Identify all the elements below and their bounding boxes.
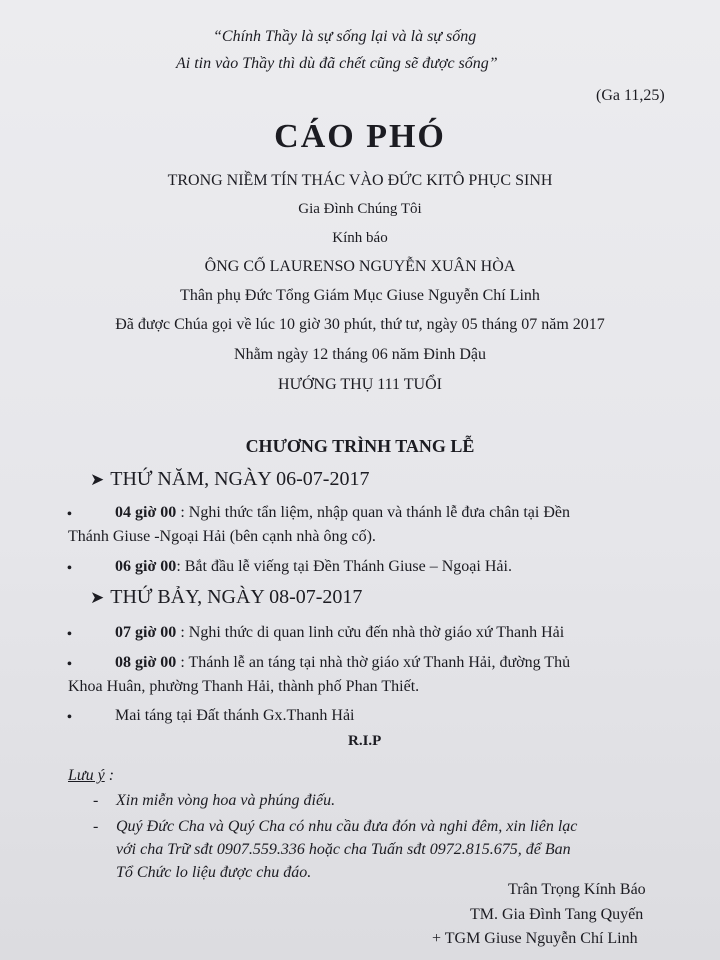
quote-line-1: “Chính Thầy là sự sống lại và là sự sống [213, 28, 477, 45]
rip-text: R.I.P [348, 733, 382, 749]
dash-bullet-icon: - [93, 818, 99, 835]
deceased-name: ÔNG CỐ LAURENSO NGUYỄN XUÂN HÒA [204, 258, 516, 275]
notify-line: Kính báo [332, 230, 388, 246]
day-heading-2 [90, 586, 362, 609]
note-item: Xin miễn vòng hoa và phúng điếu. [116, 792, 336, 809]
bullet-dot-icon: • [67, 561, 72, 576]
schedule-time: 07 giờ 00 [115, 624, 177, 641]
arrowhead-bullet-icon: ➤ [90, 588, 105, 607]
schedule-item-text [115, 555, 512, 579]
schedule-item-text [115, 651, 570, 675]
lunar-date-line: Nhằm ngày 12 tháng 06 năm Đinh Dậu [234, 346, 486, 363]
signature-line-3: + TGM Giuse Nguyễn Chí Linh [432, 930, 638, 947]
notes-heading-label: Lưu ý [68, 767, 105, 784]
quote-reference: (Ga 11,25) [596, 87, 665, 104]
age-line: HƯỚNG THỤ 111 TUỔI [278, 376, 442, 393]
faith-line: TRONG NIỀM TÍN THÁC VÀO ĐỨC KITÔ PHỤC SINH [167, 172, 553, 189]
schedule-item-text [115, 501, 570, 525]
note-item: Quý Đức Cha và Quý Cha có nhu cầu đưa đón và nghi đêm, xin liên lạc [116, 818, 578, 835]
page-title: CÁO PHÓ [274, 118, 446, 155]
note-item-continuation: Tổ Chức lo liệu được chu đáo. [116, 864, 312, 881]
notes-heading-colon: : [104, 767, 115, 784]
death-time-line: Đã được Chúa gọi về lúc 10 giờ 30 phút, thứ tư, ngày 05 tháng 07 năm 2017 [115, 316, 605, 333]
quote-line-2: Ai tin vào Thầy thì dù đã chết cũng sẽ được sống” [176, 55, 498, 72]
schedule-item-text [115, 621, 564, 645]
signature-line-2: TM. Gia Đình Tang Quyến [470, 906, 644, 923]
signature-line-1: Trân Trọng Kính Báo [508, 881, 646, 898]
bullet-dot-icon: • [67, 657, 72, 672]
day-label: THỨ BẢY, NGÀY 08-07-2017 [110, 586, 363, 608]
bullet-dot-icon: • [67, 710, 72, 725]
dash-bullet-icon: - [93, 792, 99, 809]
schedule-desc: : Thánh lễ an táng tại nhà thờ giáo xứ Thanh Hải, đường Thủ [176, 654, 571, 671]
schedule-desc: : Nghi thức tẩn liệm, nhập quan và thánh lễ đưa chân tại Đền [176, 504, 570, 521]
arrowhead-bullet-icon: ➤ [90, 470, 105, 489]
family-line: Gia Đình Chúng Tôi [298, 201, 422, 217]
schedule-time: 06 giờ 00 [115, 558, 177, 575]
schedule-time: 04 giờ 00 [115, 504, 177, 521]
bullet-dot-icon: • [67, 627, 72, 642]
schedule-desc: : Nghi thức di quan linh cửu đến nhà thờ giáo xứ Thanh Hải [176, 624, 565, 641]
schedule-item-text: Mai táng tại Đất thánh Gx.Thanh Hải [115, 707, 355, 724]
schedule-item-continuation: Thánh Giuse -Ngoại Hải (bên cạnh nhà ông cố). [68, 528, 376, 545]
day-label: THỨ NĂM, NGÀY 06-07-2017 [110, 468, 370, 490]
schedule-desc: : Bắt đầu lễ viếng tại Đền Thánh Giuse – Ngoại Hải. [176, 558, 512, 575]
schedule-time: 08 giờ 00 [115, 654, 177, 671]
day-heading-1 [90, 468, 369, 491]
bullet-dot-icon: • [67, 507, 72, 522]
notes-heading [68, 764, 114, 787]
program-heading: CHƯƠNG TRÌNH TANG LỄ [245, 436, 475, 456]
note-item-continuation: với cha Trữ sđt 0907.559.336 hoặc cha Tuấn sđt 0972.815.675, để Ban [116, 841, 571, 858]
schedule-item-continuation: Khoa Huân, phường Thanh Hải, thành phố Phan Thiết. [68, 678, 420, 695]
relation-line: Thân phụ Đức Tổng Giám Mục Giuse Nguyễn Chí Linh [180, 287, 540, 304]
